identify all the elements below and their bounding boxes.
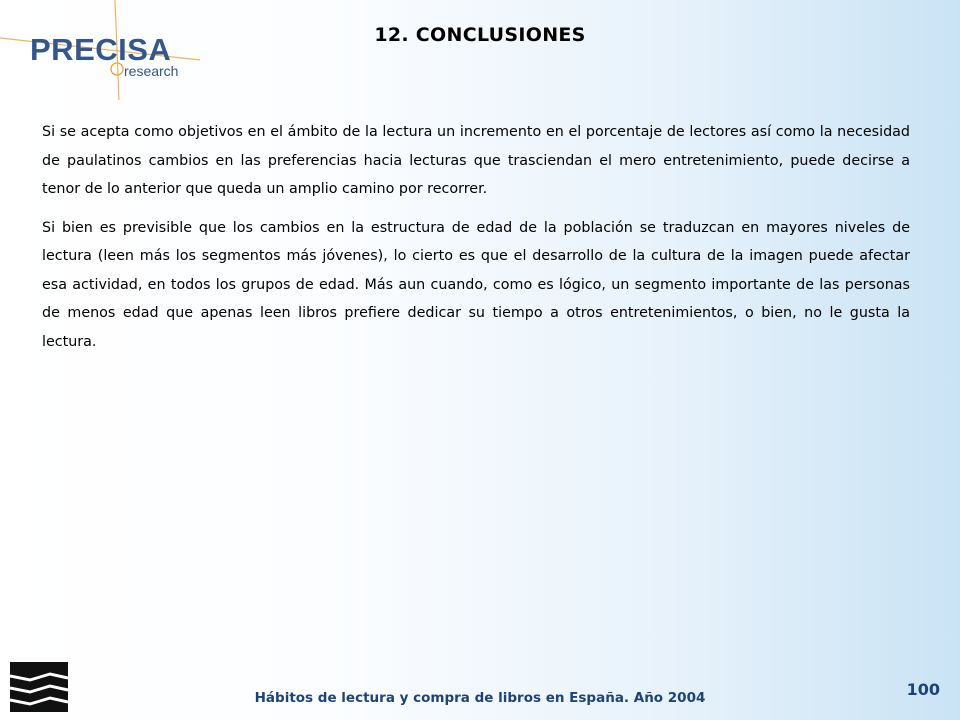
logo-subtitle: research (124, 63, 179, 79)
page-number: 100 (906, 680, 940, 699)
precisa-logo (0, 0, 200, 100)
footer-text: Hábitos de lectura y compra de libros en España. Año 2004 (254, 690, 706, 706)
logo-wordmark: PRECISA (30, 32, 172, 67)
paragraph-2: Si bien es previsible que los cambios en la estructura de edad de la población se traduzcan en mayores niveles de lectura (leen más los segmentos más jóvenes), lo cierto es que el desarrollo de la cultura de la imagen puede afectar esa actividad, en todos los grupos de edad. Más aun cuando, como es lógico, un segmento importante de las personas de menos edad que apenas leen libros prefiere dedicar su tiempo a otros entretenimientos, o bien, no le gusta la lectura. (42, 219, 910, 350)
publisher-emblem-icon (10, 660, 70, 716)
paragraph-1: Si se acepta como objetivos en el ámbito de la lectura un incremento en el porcentaje de lectores así como la necesidad de paulatinos cambios en las preferencias hacia lecturas que trasciendan el mero entretenimiento, puede decirse a tenor de lo anterior que queda un amplio camino por recorrer. (42, 124, 910, 197)
page-title: 12. CONCLUSIONES (374, 24, 586, 46)
body-text (42, 118, 910, 366)
